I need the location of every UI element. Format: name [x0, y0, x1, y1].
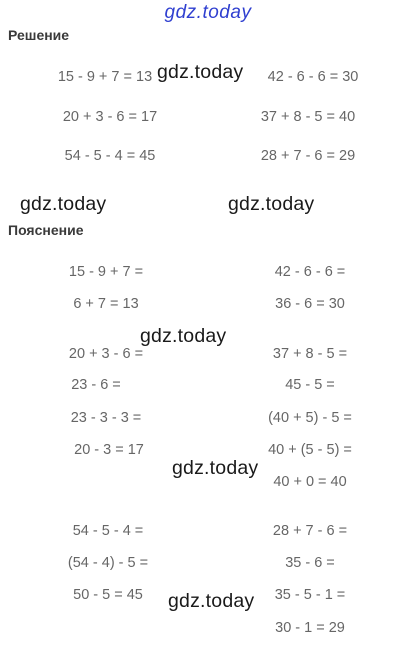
watermark-3: gdz.today: [228, 193, 315, 215]
watermark-6: gdz.today: [168, 590, 255, 612]
explanation-left-4: 23 - 6 =: [71, 377, 121, 393]
explanation-left-9: 50 - 5 = 45: [73, 587, 143, 603]
solution-left-1: 15 - 9 + 7 = 13: [57, 69, 153, 85]
solution-right-3: 28 + 7 - 6 = 29: [260, 148, 356, 164]
explanation-right-6: 40 + (5 - 5) =: [268, 442, 352, 458]
explanation-right-8: 28 + 7 - 6 =: [272, 523, 348, 539]
explanation-right-5: (40 + 5) - 5 =: [268, 410, 352, 426]
solution-left-2: 20 + 3 - 6 = 17: [62, 109, 158, 125]
explanation-heading: Пояснение: [8, 222, 84, 238]
explanation-left-7: 54 - 5 - 4 =: [72, 523, 144, 539]
solution-right-1: 42 - 6 - 6 = 30: [267, 69, 359, 85]
watermark-4: gdz.today: [140, 325, 227, 347]
explanation-right-2: 36 - 6 = 30: [275, 296, 345, 312]
explanation-right-9: 35 - 6 =: [285, 555, 335, 571]
solution-heading: Решение: [8, 27, 70, 43]
explanation-left-6: 20 - 3 = 17: [74, 442, 144, 458]
explanation-left-5: 23 - 3 - 3 =: [70, 410, 142, 426]
watermark-2: gdz.today: [20, 193, 107, 215]
explanation-right-11: 30 - 1 = 29: [275, 620, 345, 636]
explanation-right-10: 35 - 5 - 1 =: [274, 587, 346, 603]
solution-left-3: 54 - 5 - 4 = 45: [64, 148, 156, 164]
explanation-left-8: (54 - 4) - 5 =: [67, 555, 149, 571]
watermark-5: gdz.today: [172, 457, 259, 479]
explanation-right-3: 37 + 8 - 5 =: [272, 346, 348, 362]
watermark-1: gdz.today: [157, 61, 244, 83]
site-logo: gdz.today: [164, 2, 252, 23]
explanation-left-2: 6 + 7 = 13: [73, 296, 139, 312]
solution-right-2: 37 + 8 - 5 = 40: [260, 109, 356, 125]
explanation-right-7: 40 + 0 = 40: [273, 474, 347, 490]
explanation-left-3: 20 + 3 - 6 =: [68, 346, 144, 362]
explanation-right-4: 45 - 5 =: [285, 377, 335, 393]
explanation-right-1: 42 - 6 - 6 =: [274, 264, 346, 280]
explanation-left-1: 15 - 9 + 7 =: [68, 264, 144, 280]
